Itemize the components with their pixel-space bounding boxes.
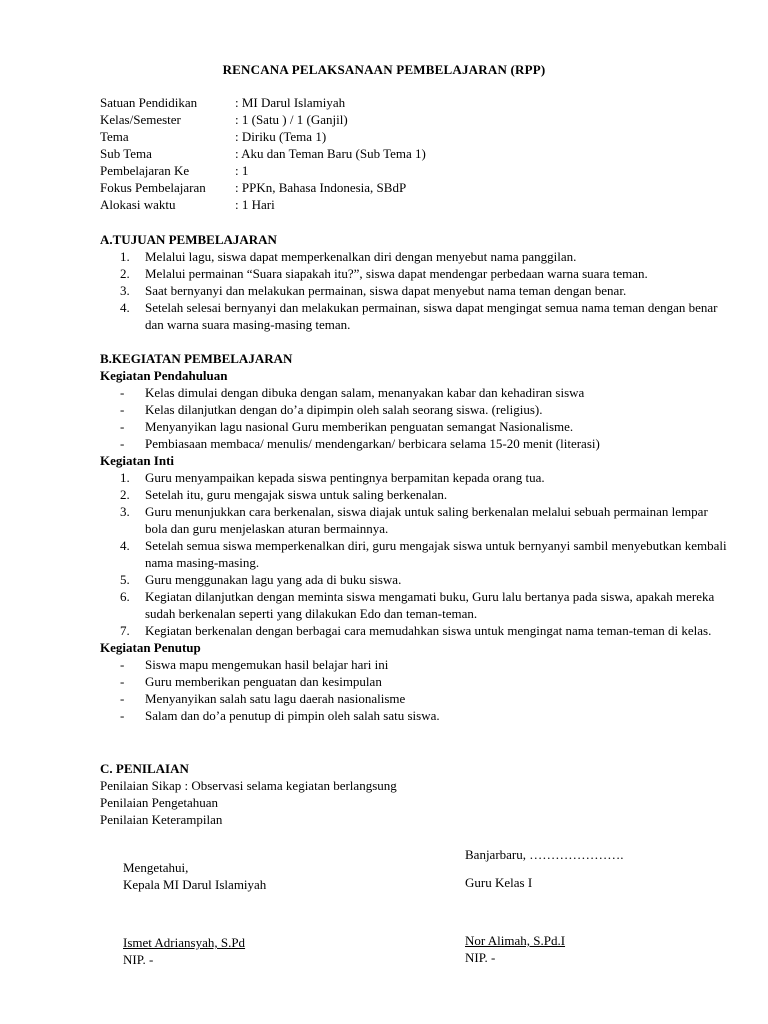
identity-value: : 1 <box>235 163 249 178</box>
item-number: 2. <box>120 266 130 281</box>
identity-value: : MI Darul Islamiyah <box>235 95 346 110</box>
list-item <box>100 588 730 622</box>
document-title: RENCANA PELAKSANAAN PEMBELAJARAN (RPP) <box>222 62 546 77</box>
identity-key: Alokasi waktu <box>100 197 176 212</box>
dash-bullet: - <box>120 674 125 689</box>
item-text: Setelah selesai bernyanyi dan melakukan permainan, siswa dapat mengingat semua nama teman dengan benar dan warna suara masing-masing teman. <box>145 300 718 332</box>
left-signature-heading <box>123 859 266 893</box>
item-text: Kegiatan dilanjutkan dengan meminta siswa mengamati buku, Guru lalu bertanya pada siswa, apakah mereka sudah berkenalan seperti yang dilakukan Edo dan teman-teman. <box>145 589 715 621</box>
identity-value: : 1 Hari <box>235 197 275 212</box>
left-signature-name-block <box>123 934 245 968</box>
item-text: Setelah semua siswa memperkenalkan diri, guru mengajak siswa untuk bernyanyi sambil menyebutkan kembali nama masing-masing. <box>145 538 727 570</box>
list-item <box>100 673 730 690</box>
item-text: Melalui lagu, siswa dapat memperkenalkan diri dengan menyebut nama panggilan. <box>145 249 577 264</box>
list-item <box>100 299 730 333</box>
dash-bullet: - <box>120 419 125 434</box>
identity-value: : Aku dan Teman Baru (Sub Tema 1) <box>235 146 426 161</box>
list-item <box>100 537 730 571</box>
identity-key: Pembelajaran Ke <box>100 163 190 178</box>
subsection-heading: Kegiatan Pendahuluan <box>100 368 228 383</box>
identity-value: : Diriku (Tema 1) <box>235 129 327 144</box>
identity-row <box>100 179 426 196</box>
section-tujuan <box>100 231 730 333</box>
subsection-heading: Kegiatan Inti <box>100 453 175 468</box>
item-text: Menyanyikan lagu nasional Guru memberikan penguatan semangat Nasionalisme. <box>145 419 574 434</box>
identity-block <box>100 94 426 213</box>
list-item <box>100 622 730 639</box>
principal-nip: NIP. - <box>123 952 154 967</box>
principal-name: Ismet Adriansyah, S.Pd <box>123 935 246 950</box>
item-text: Kegiatan berkenalan dengan berbagai cara memudahkan siswa untuk mengingat nama teman-teman di kelas. <box>145 623 712 638</box>
place-date: Banjarbaru, …………………. <box>465 847 624 862</box>
section-kegiatan <box>100 350 730 724</box>
identity-value: : PPKn, Bahasa Indonesia, SBdP <box>235 180 407 195</box>
section-heading: B.KEGIATAN PEMBELAJARAN <box>100 351 293 366</box>
right-signature-name-block <box>465 932 565 966</box>
list-item <box>100 503 730 537</box>
identity-key: Satuan Pendidikan <box>100 95 198 110</box>
item-text: Kelas dimulai dengan dibuka dengan salam, menanyakan kabar dan kehadiran siswa <box>145 385 585 400</box>
item-text: Pembiasaan membaca/ menulis/ mendengarkan/ berbicara selama 15-20 menit (literasi) <box>145 436 600 451</box>
principal-title: Kepala MI Darul Islamiyah <box>123 877 267 892</box>
section-heading: A.TUJUAN PEMBELAJARAN <box>100 232 277 247</box>
list-item <box>100 265 730 282</box>
identity-row <box>100 196 426 213</box>
item-text: Setelah itu, guru mengajak siswa untuk saling berkenalan. <box>145 487 448 502</box>
inti-list <box>100 469 730 639</box>
acknowledged-label: Mengetahui, <box>123 860 189 875</box>
item-text: Guru memberikan penguatan dan kesimpulan <box>145 674 382 689</box>
item-text: Saat bernyanyi dan melakukan permainan, siswa dapat menyebut nama teman dengan benar. <box>145 283 627 298</box>
subsection-heading: Kegiatan Penutup <box>100 640 201 655</box>
item-text: Siswa mapu mengemukan hasil belajar hari ini <box>145 657 389 672</box>
identity-key: Sub Tema <box>100 146 152 161</box>
penilaian-line: Penilaian Sikap : Observasi selama kegiatan berlangsung <box>100 778 397 793</box>
penutup-list <box>100 656 730 724</box>
item-text: Salam dan do’a penutup di pimpin oleh salah satu siswa. <box>145 708 440 723</box>
list-item <box>100 571 730 588</box>
item-text: Guru menggunakan lagu yang ada di buku siswa. <box>145 572 402 587</box>
list-item <box>100 401 730 418</box>
list-item <box>100 469 730 486</box>
item-number: 1. <box>120 249 130 264</box>
teacher-role: Guru Kelas I <box>465 875 533 890</box>
item-number: 6. <box>120 589 130 604</box>
list-item <box>100 656 730 673</box>
item-text: Guru menunjukkan cara berkenalan, siswa diajak untuk saling berkenalan melalui sebuah permainan lempar bola dan guru menjelaskan aturan bermainnya. <box>145 504 708 536</box>
dash-bullet: - <box>120 436 125 451</box>
item-text: Melalui permainan “Suara siapakah itu?”, siswa dapat mendengar perbedaan warna suara teman. <box>145 266 648 281</box>
dash-bullet: - <box>120 657 125 672</box>
list-item <box>100 282 730 299</box>
identity-row <box>100 111 426 128</box>
section-heading: C. PENILAIAN <box>100 761 189 776</box>
item-number: 4. <box>120 538 130 553</box>
item-number: 1. <box>120 470 130 485</box>
identity-row <box>100 145 426 162</box>
dash-bullet: - <box>120 708 125 723</box>
item-number: 2. <box>120 487 130 502</box>
list-item <box>100 690 730 707</box>
item-number: 4. <box>120 300 130 315</box>
teacher-nip: NIP. - <box>465 950 496 965</box>
identity-key: Kelas/Semester <box>100 112 181 127</box>
list-item <box>100 435 730 452</box>
section-penilaian <box>100 760 730 828</box>
identity-row <box>100 162 426 179</box>
item-number: 5. <box>120 572 130 587</box>
tujuan-list <box>100 248 730 333</box>
identity-key: Fokus Pembelajaran <box>100 180 206 195</box>
list-item <box>100 486 730 503</box>
identity-key: Tema <box>100 129 129 144</box>
list-item <box>100 418 730 435</box>
item-text: Kelas dilanjutkan dengan do’a dipimpin oleh salah seorang siswa. (religius). <box>145 402 543 417</box>
list-item <box>100 384 730 401</box>
item-number: 3. <box>120 504 130 519</box>
dash-bullet: - <box>120 385 125 400</box>
item-number: 3. <box>120 283 130 298</box>
dash-bullet: - <box>120 402 125 417</box>
teacher-name: Nor Alimah, S.Pd.I <box>465 933 566 948</box>
identity-row <box>100 128 426 145</box>
item-number: 7. <box>120 623 130 638</box>
penilaian-line: Penilaian Pengetahuan <box>100 795 219 810</box>
penilaian-line: Penilaian Keterampilan <box>100 812 223 827</box>
item-text: Menyanyikan salah satu lagu daerah nasionalisme <box>145 691 406 706</box>
dash-bullet: - <box>120 691 125 706</box>
list-item <box>100 248 730 265</box>
identity-row <box>100 94 426 111</box>
pendahuluan-list <box>100 384 730 452</box>
list-item <box>100 707 730 724</box>
identity-value: : 1 (Satu ) / 1 (Ganjil) <box>235 112 348 127</box>
item-text: Guru menyampaikan kepada siswa pentingnya berpamitan kepada orang tua. <box>145 470 545 485</box>
